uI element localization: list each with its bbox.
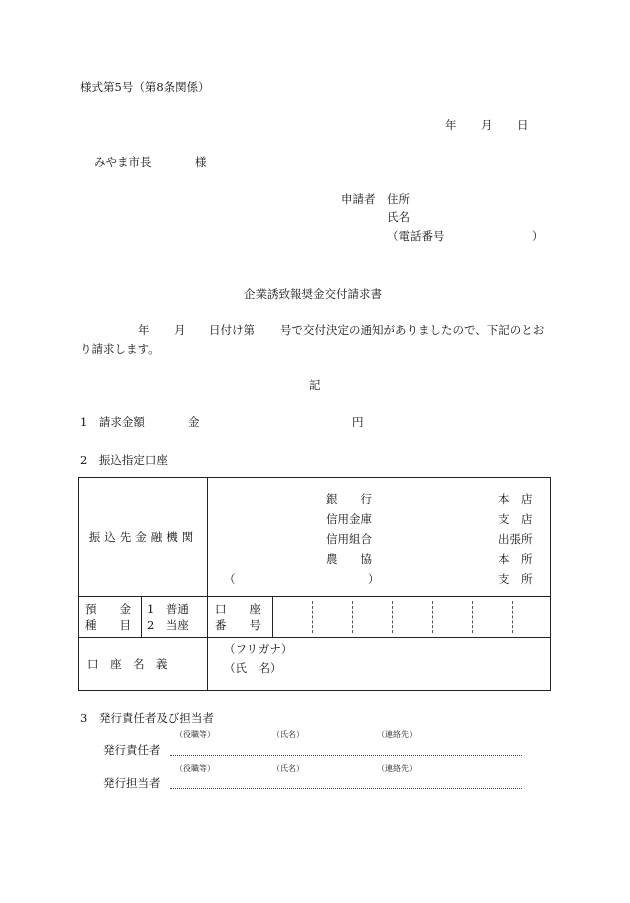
paren-open: （ (224, 572, 236, 586)
item2-label: 2 振込指定口座 (80, 453, 168, 467)
body-line2: り請求します。 (80, 342, 160, 356)
bank-type-shinkin: 信用金庫 (326, 512, 372, 526)
body-year: 年 (138, 323, 150, 337)
applicant-address-label: 住所 (387, 192, 410, 206)
role-label: （役職等） (175, 764, 215, 773)
date-year-label: 年 (445, 118, 457, 132)
paren-close: ） (368, 572, 380, 586)
role-label: （役職等） (175, 730, 215, 739)
item1-kin: 金 (188, 415, 200, 429)
branch-type-honten: 本 店 (498, 492, 533, 506)
account-name-label-cell (79, 638, 208, 691)
document-title: 企業誘致報奨金交付請求書 (244, 287, 382, 301)
body-month: 月 (174, 323, 186, 337)
account-number-label-1: 口 座 (215, 602, 261, 616)
deposit-option-toza[interactable]: 2 当座 (147, 618, 189, 632)
branch-type-shisho: 支 所 (498, 572, 533, 586)
addressee-honorific: 様 (195, 155, 207, 169)
applicant-label: 申請者 (341, 192, 376, 206)
applicant-phone-close: ） (532, 229, 544, 243)
form-number: 様式第5号（第8条関係） (80, 80, 210, 94)
institution-label-cell (79, 478, 208, 597)
account-number-label-2: 番 号 (215, 618, 261, 632)
responsible-entry-line[interactable] (170, 755, 522, 756)
branch-type-honsho: 本 所 (498, 552, 533, 566)
deposit-label-1: 預 金 (85, 602, 131, 616)
applicant-name-label: 氏名 (387, 210, 410, 224)
name-label: （氏名） (272, 730, 304, 739)
account-number-cell (208, 597, 551, 638)
deposit-option-futsu[interactable]: 1 普通 (147, 602, 189, 616)
body-line1-rest: 号で交付決定の通知がありましたので、下記のとお (280, 323, 545, 337)
bank-type-bank: 銀 行 (326, 492, 372, 506)
bank-type-noukyo: 農 協 (326, 552, 372, 566)
ki-label: 記 (309, 378, 321, 392)
in-charge-entry-line[interactable] (170, 788, 522, 789)
responsible-label: 発行責任者 (103, 743, 161, 757)
branch-type-shutchojo: 出張所 (498, 532, 533, 546)
date-month-label: 月 (481, 118, 493, 132)
account-name-cell[interactable] (208, 638, 551, 691)
account-number-input[interactable] (273, 597, 550, 637)
bank-type-shinkumi: 信用組合 (326, 532, 372, 546)
institution-input-cell[interactable] (208, 478, 551, 597)
date-day-label: 日 (517, 118, 529, 132)
holder-name-label: （氏 名） (224, 661, 282, 675)
contact-label: （連絡先） (377, 730, 417, 739)
item3-label: 3 発行責任者及び担当者 (80, 711, 214, 725)
furigana-label: （フリガナ） (224, 642, 293, 656)
institution-label: 振込先金融機関 (88, 530, 198, 544)
contact-label: （連絡先） (377, 764, 417, 773)
account-table (78, 477, 551, 691)
deposit-label-2: 種 目 (85, 618, 131, 632)
account-name-label: 口 座 名 義 (87, 657, 168, 671)
applicant-phone-open: （電話番号 (387, 229, 445, 243)
item1-label: 1 請求金額 (80, 415, 145, 429)
deposit-divider (141, 597, 142, 637)
branch-type-shiten: 支 店 (498, 512, 533, 526)
addressee-name: みやま市長 (94, 155, 152, 169)
deposit-row-left (79, 597, 208, 638)
in-charge-label: 発行担当者 (103, 776, 161, 790)
body-day-no: 日付け第 (209, 323, 255, 337)
name-label: （氏名） (272, 764, 304, 773)
item1-yen: 円 (352, 415, 364, 429)
